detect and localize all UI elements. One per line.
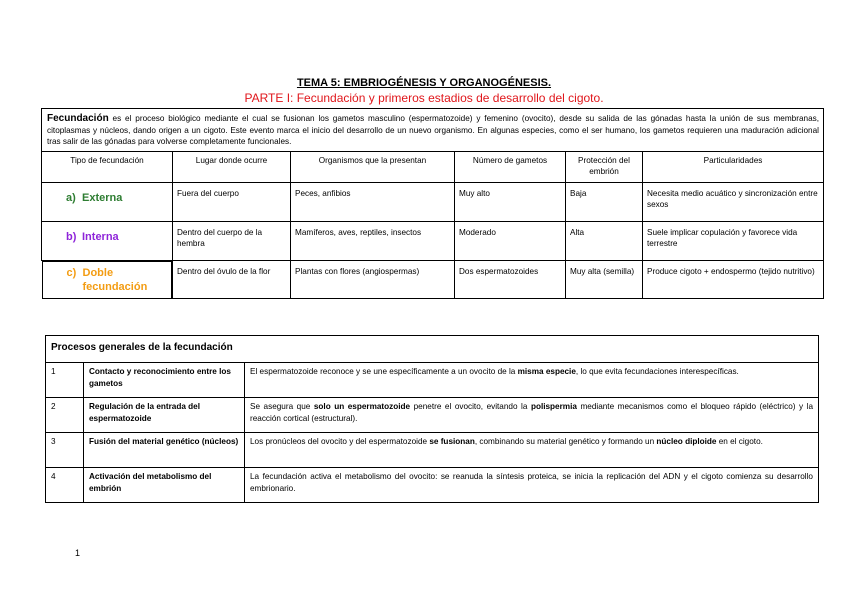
process-description: Se asegura que solo un espermatozoide penetre el ovocito, evitando la polispermia mediante mecanismos como el bloqueo rápido (eléctrico) y la reacción cortical (estructural). [245,398,819,433]
fecundacion-definition [42,109,824,152]
process-description: La fecundación activa el metabolismo del ovocito: se reanuda la síntesis proteica, se inicia la replicación del ADN y el cigoto comienza su desarrollo embrionario. [245,468,819,503]
page-number: 1 [75,548,81,558]
row-number: 2 [46,398,84,433]
cell-proteccion: Alta [566,221,643,260]
type-externa: a) Externa [42,182,173,221]
cell-gametos: Moderado [455,221,566,260]
process-name: Activación del metabolismo del embrión [84,468,245,503]
cell-proteccion: Muy alta (semilla) [566,260,643,299]
table-row [46,433,819,468]
cell-organismos: Mamíferos, aves, reptiles, insectos [291,221,455,260]
table-row [42,260,824,299]
process-name: Fusión del material genético (núcleos) [84,433,245,468]
cell-particularidades: Necesita medio acuático y sincronización entre sexos [643,182,824,221]
column-header: Organismos que la presentan [291,151,455,182]
definition-text: es el proceso biológico mediante el cual se fusionan los gametos masculino (espermatozoide) y femenino (ovocito), desde su salida de las gónadas hasta la unión de sus membranas, citoplasmas y núcleos, dando origen a un cigoto. Este evento marca el inicio del desarrollo de un nuevo organismo. En algunas especies, como el ser humano, los gametos requieren una maduración adicional tras salir de las gónadas para volverse completamente funcionales. [47,114,819,146]
column-header: Número de gametos [455,151,566,182]
page-title: TEMA 5: EMBRIOGÉNESIS Y ORGANOGÉNESIS. [296,77,552,89]
fecundacion-table [41,108,824,299]
process-description: Los pronúcleos del ovocito y del espermatozoide se fusionan, combinando su material genético y formando un núcleo diploide en el cigoto. [245,433,819,468]
page-header [0,76,848,106]
cell-lugar: Dentro del óvulo de la flor [173,260,291,299]
process-name: Contacto y reconocimiento entre los gametos [84,363,245,398]
definition-term: Fecundación [47,113,109,124]
type-interna: b) Interna [42,221,173,260]
column-header: Particularidades [643,151,824,182]
type-doble: c) Doble fecundación [42,261,173,299]
table-row [42,221,824,260]
cell-particularidades: Suele implicar copulación y favorece vida terrestre [643,221,824,260]
cell-organismos: Peces, anfibios [291,182,455,221]
cell-lugar: Dentro del cuerpo de la hembra [173,221,291,260]
procesos-title: Procesos generales de la fecundación [46,336,819,363]
page-subtitle: PARTE I: Fecundación y primeros estadios de desarrollo del cigoto. [244,91,604,105]
procesos-table [45,335,819,503]
cell-particularidades: Produce cigoto + endospermo (tejido nutritivo) [643,260,824,299]
cell-gametos: Dos espermatozoides [455,260,566,299]
table-row [46,468,819,503]
process-description: El espermatozoide reconoce y se une específicamente a un ovocito de la misma especie, lo que evita fecundaciones interespecíficas. [245,363,819,398]
table-row [46,363,819,398]
cell-organismos: Plantas con flores (angiospermas) [291,260,455,299]
row-number: 4 [46,468,84,503]
table-row [42,182,824,221]
table-row [46,398,819,433]
process-name: Regulación de la entrada del espermatozoide [84,398,245,433]
column-header: Tipo de fecundación [42,151,173,182]
row-number: 1 [46,363,84,398]
row-number: 3 [46,433,84,468]
table-header-row [42,151,824,182]
cell-lugar: Fuera del cuerpo [173,182,291,221]
column-header: Lugar donde ocurre [173,151,291,182]
cell-proteccion: Baja [566,182,643,221]
cell-gametos: Muy alto [455,182,566,221]
column-header: Protección del embrión [566,151,643,182]
